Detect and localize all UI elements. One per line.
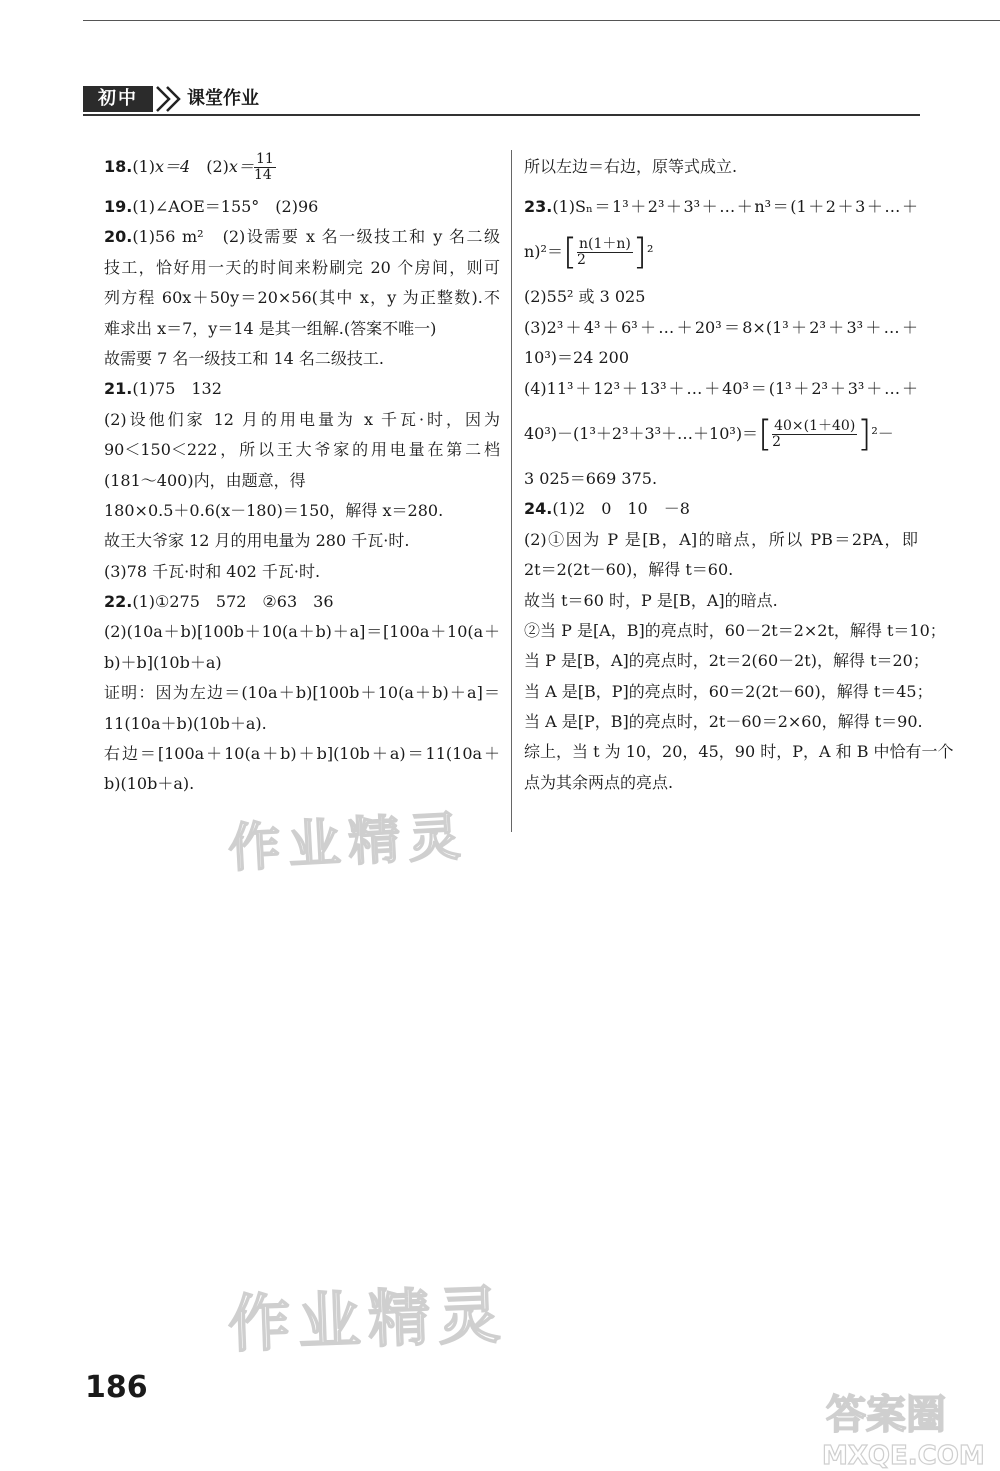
- answer-24-line: (2)①因为 P 是[B，A]的暗点，所以 PB＝2PA，即: [524, 529, 918, 549]
- answer-21-line: (3)78 千瓦·时和 402 千瓦·时.: [104, 561, 321, 581]
- answer-24-line: 综上，当 t 为 10，20，45，90 时，P，A 和 B 中恰有一个: [524, 742, 954, 762]
- answer-22: [104, 587, 500, 617]
- answer-22-line: b)＋b](10b＋a): [104, 652, 222, 672]
- site-logo: [812, 1380, 1000, 1471]
- answer-18: [104, 142, 500, 192]
- watermark: 作业精灵: [226, 806, 470, 880]
- answer-21-line: 90＜150＜222，所以王大爷家的用电量在第二档: [104, 440, 500, 460]
- answer-22-line: 11(10a＋b)(10b＋a).: [104, 713, 267, 733]
- question-number: 21.: [104, 379, 133, 399]
- answer-23-line: (4)11³＋12³＋13³＋…＋40³＝(1³＋2³＋3³＋…＋: [524, 378, 918, 398]
- answer-22-line: 右边＝[100a＋10(a＋b)＋b](10b＋a)＝11(10a＋: [104, 744, 500, 764]
- fraction-numerator: 11: [255, 150, 274, 167]
- fraction-denominator: 14: [253, 167, 272, 183]
- answer-19: [104, 192, 500, 222]
- answer-23-line: 3 025＝669 375.: [524, 468, 658, 488]
- answer-21: [104, 374, 500, 404]
- answer-24-line: 故当 t＝60 时，P 是[B，A]的暗点.: [524, 590, 778, 610]
- answer-text: (1)Sₙ＝1³＋2³＋3³＋…＋n³＝(1＋2＋3＋…＋: [552, 197, 918, 216]
- fraction-numerator: n(1＋n): [579, 236, 631, 252]
- page-header: [83, 84, 920, 114]
- fraction: [577, 237, 633, 269]
- equation: x＝4: [155, 157, 191, 176]
- fraction-denominator: 2: [577, 252, 586, 269]
- answer-text: (1)①275 572 ②63 36: [132, 592, 334, 612]
- answer-23: [524, 192, 918, 222]
- fraction: [254, 152, 276, 184]
- fraction-numerator: 40×(1＋40): [774, 417, 856, 434]
- equation: n)²＝: [524, 242, 563, 262]
- answer-23-line: 10³)＝24 200: [524, 348, 630, 368]
- answer-21-line: (181～400)内，由题意，得: [104, 470, 306, 490]
- question-number: 19.: [104, 197, 133, 216]
- answer-20-line: 故需要 7 名一级技工和 14 名二级技工.: [104, 348, 384, 368]
- fraction: [772, 419, 857, 451]
- logo-url-text: MXQE.COM: [822, 1441, 985, 1471]
- answer-text: (1)56 m² (2)设需要 x 名一级技工和 y 名二级: [132, 227, 500, 247]
- column-divider: [511, 150, 512, 832]
- answer-24-line: 2t＝2(2t－60)，解得 t＝60.: [524, 560, 734, 580]
- answer-24-line: 当 A 是[B，P]的亮点时，60＝2(2t－60)，解得 t＝45；: [524, 681, 933, 701]
- logo-brand-text: 答案圈: [826, 1392, 946, 1438]
- series-title: 课堂作业: [187, 88, 259, 109]
- answer-23-line: (3)2³＋4³＋6³＋…＋20³＝8×(1³＋2³＋3³＋…＋: [524, 317, 918, 337]
- answer-21-line: (2)设他们家 12 月的用电量为 x 千瓦·时，因为: [104, 409, 500, 429]
- answer-22-line: 证明：因为左边＝(10a＋b)[100b＋10(a＋b)＋a]＝: [104, 683, 500, 703]
- left-bracket: [: [758, 413, 773, 455]
- answer-20-line: 列方程 60x＋50y＝20×56(其中 x，y 为正整数).不: [104, 288, 500, 308]
- answer-21-line: 180×0.5＋0.6(x－180)＝150，解得 x＝280.: [104, 500, 444, 520]
- question-number: 23.: [524, 197, 553, 216]
- answer-22-line: (2)(10a＋b)[100b＋10(a＋b)＋a]＝[100a＋10(a＋: [104, 622, 500, 642]
- left-bracket: [: [562, 231, 578, 273]
- answer-23-line: (2)55² 或 3 025: [524, 287, 646, 307]
- answer-24-line: 当 P 是[B，A]的亮点时，2t＝2(60－2t)，解得 t＝20；: [524, 651, 929, 671]
- right-bracket: ]: [857, 413, 872, 455]
- answer-22-line: b)(10b＋a).: [104, 774, 195, 794]
- top-rule: [83, 20, 1000, 21]
- level-tag: 初中: [83, 86, 153, 112]
- answer-24: [524, 494, 918, 524]
- answer-24-line: 点为其余两点的亮点.: [524, 772, 674, 792]
- question-number: 24.: [524, 499, 553, 519]
- answer-20-line: 难求出 x＝7，y＝14 是其一组解.(答案不唯一): [104, 318, 437, 338]
- fraction-denominator: 2: [772, 433, 782, 450]
- answer-24-line: ②当 P 是[A，B]的亮点时，60－2t＝2×2t，解得 t＝10；: [524, 620, 946, 640]
- watermark: 作业精灵: [226, 1278, 510, 1361]
- part-label: (1): [132, 157, 156, 176]
- header-rule: [83, 114, 920, 116]
- part-label: (2): [206, 157, 229, 176]
- left-column: [104, 142, 500, 800]
- equation: 40³)－(1³＋2³＋3³＋…＋10³)＝: [524, 423, 759, 443]
- right-column: [524, 142, 954, 798]
- exponent: ²－: [871, 423, 894, 443]
- answer-20-line: [104, 222, 500, 252]
- answer-text: (1)2 0 10 －8: [552, 499, 690, 519]
- answer-23-line: [524, 404, 918, 464]
- exponent: ²: [646, 242, 654, 262]
- answer-text: (1)∠AOE＝155° (2)96: [132, 197, 319, 216]
- equation: x＝: [228, 157, 254, 176]
- answer-21-line: 故王大爷家 12 月的用电量为 280 千瓦·时.: [104, 531, 410, 551]
- continuation-text: 所以左边＝右边，原等式成立.: [524, 157, 738, 176]
- answer-23-line: [524, 222, 918, 282]
- answer-text: (1)75 132: [132, 379, 222, 399]
- right-bracket: ]: [632, 231, 647, 273]
- question-number: 18.: [104, 157, 133, 176]
- question-number: 22.: [104, 592, 133, 612]
- page-number: 186: [85, 1370, 148, 1405]
- question-number: 20.: [104, 227, 133, 247]
- answer-20-line: 技工，恰好用一天的时间来粉刷完 20 个房间，则可: [104, 257, 500, 277]
- answer-24-line: 当 A 是[P，B]的亮点时，2t－60＝2×60，解得 t＝90.: [524, 712, 923, 732]
